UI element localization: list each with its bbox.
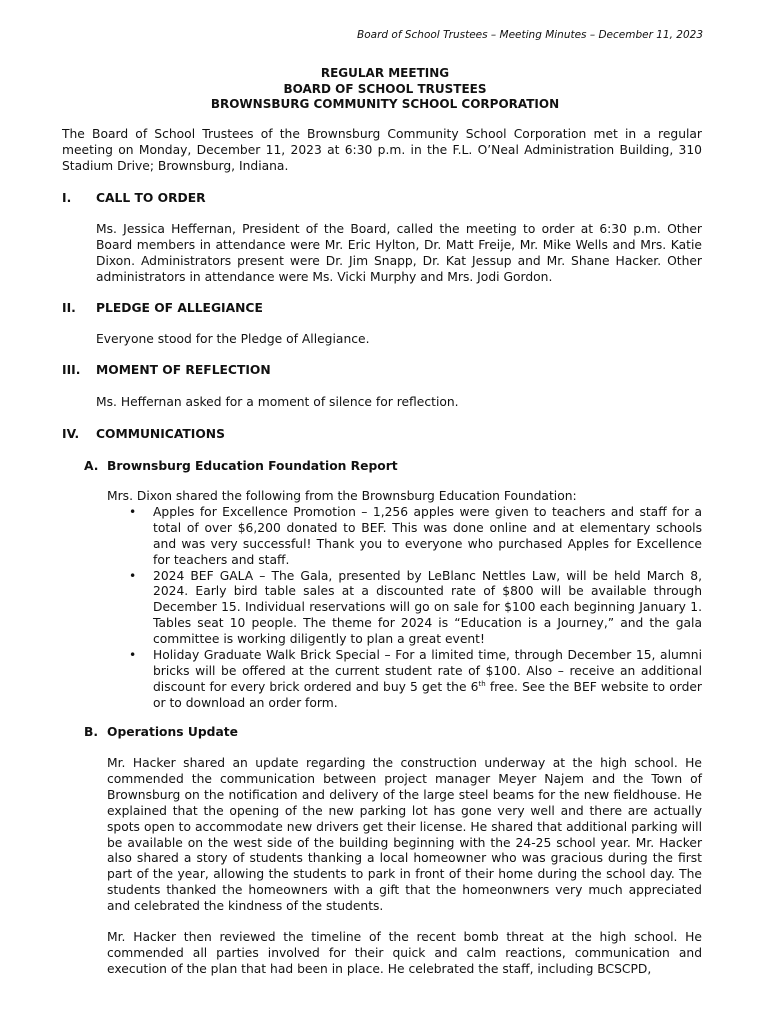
section-heading-communications xyxy=(62,426,225,442)
bef-report-body xyxy=(107,489,702,712)
section-number: I. xyxy=(62,191,72,205)
section-title: COMMUNICATIONS xyxy=(96,427,225,441)
title-line-1: REGULAR MEETING xyxy=(320,66,450,80)
operations-paragraph-2: Mr. Hacker then reviewed the timeline of the recent bomb threat at the high school. He commended all parties involved for their quick and calm reactions, communication and execution of the plan that had been in place. He celebrated the staff, including BCSCPD, xyxy=(107,930,702,976)
subsection-letter: A. xyxy=(84,459,99,473)
title-line-3: BROWNSBURG COMMUNITY SCHOOL CORPORATION xyxy=(210,97,560,111)
subsection-heading-operations xyxy=(84,724,238,740)
intro-paragraph: The Board of School Trustees of the Brownsburg Community School Corporation met in a regular meeting on Monday, December 11, 2023 at 6:30 p.m. in the F.L. O’Neal Administration Building, 310 Stadium Drive; Brownsburg, Indiana. xyxy=(62,127,702,173)
bullet-text xyxy=(153,648,702,710)
section-number: II. xyxy=(62,301,76,315)
list-item xyxy=(107,505,702,569)
running-header: Board of School Trustees – Meeting Minutes – December 11, 2023 xyxy=(357,29,703,41)
reflection-paragraph: Ms. Heffernan asked for a moment of silence for reflection. xyxy=(96,395,459,409)
section-number: IV. xyxy=(62,427,80,441)
subsection-heading-bef-report xyxy=(84,458,398,474)
bullet-text-part: Holiday Graduate Walk Brick Special – For a limited time, through December 15, alumni bricks will be offered at the current student rate of $100. Also – receive an additional discount for every brick ordered and buy 5 get the 6 xyxy=(153,648,702,694)
section-title: CALL TO ORDER xyxy=(96,191,206,205)
section-heading-call-to-order xyxy=(62,190,206,206)
bullet-text: 2024 BEF GALA – The Gala, presented by LeBlanc Nettles Law, will be held March 8, 2024. Early bird table sales at a discounted rate of $800 will be available through December 15. Individual reservations will go on sale for $100 each beginning January 1. Tables seat 10 people. The theme for 2024 is “Education is a Journey,” and the gala committee is working diligently to plan a great event! xyxy=(153,568,702,647)
subsection-title: Operations Update xyxy=(107,725,238,739)
bullet-icon: • xyxy=(129,568,137,583)
subsection-letter: B. xyxy=(84,725,99,739)
title-line-2: BOARD OF SCHOOL TRUSTEES xyxy=(283,81,487,96)
bef-bullet-list xyxy=(107,505,702,712)
call-to-order-paragraph: Ms. Jessica Heffernan, President of the Board, called the meeting to order at 6:30 p.m. Other Board members in attendance were Mr. Eric Hylton, Dr. Matt Freije, Mr. Mike Wells and Mrs. Katie Dixon. Administrators present were Dr. Jim Snapp, Dr. Kat Jessup and Mr. Shane Hacker. Other administrators in attendance were Ms. Vicki Murphy and Mrs. Jodi Gordon. xyxy=(96,222,702,284)
bullet-icon: • xyxy=(129,648,137,663)
ordinal-suffix: th xyxy=(478,679,486,688)
section-title: PLEDGE OF ALLEGIANCE xyxy=(96,301,263,315)
bullet-text: Apples for Excellence Promotion – 1,256 apples were given to teachers and staff for a total of over $6,200 donated to BEF. This was done online and at elementary schools and was very successful! Thank you to everyone who purchased Apples for Excellence for teachers and staff. xyxy=(153,504,702,567)
section-title: MOMENT OF REFLECTION xyxy=(96,363,271,377)
section-heading-pledge xyxy=(62,300,263,316)
bullet-icon: • xyxy=(129,504,137,519)
section-heading-reflection xyxy=(62,362,271,378)
bef-lead-sentence: Mrs. Dixon shared the following from the Brownsburg Education Foundation: xyxy=(107,489,577,503)
bullet-text-part: free. See the BEF website to order or to download an order form. xyxy=(153,679,702,710)
operations-paragraph-1: Mr. Hacker shared an update regarding the construction underway at the high school. He commended the communication between project manager Meyer Najem and the Town of Brownsburg on the notification and delivery of the large steel beams for the new fieldhouse. He explained that the opening of the new parking lot has gone very well and there are actually spots open to accommodate new drivers get their license. He shared that additional parking will be available on the west side of the building beginning with the 24-25 school year. Mr. Hacker also shared a story of students thanking a local homeowner who was gracious during the first part of the year, allowing the students to park in front of their home during the school day. The students thanked the homeowners with a gift that the homeonwners very much appreciated and celebrated the kindness of the students. xyxy=(107,756,702,914)
document-title xyxy=(0,66,770,113)
section-number: III. xyxy=(62,363,81,377)
pledge-paragraph: Everyone stood for the Pledge of Allegiance. xyxy=(96,332,370,346)
list-item xyxy=(107,569,702,649)
list-item xyxy=(107,648,702,712)
subsection-title: Brownsburg Education Foundation Report xyxy=(107,459,398,473)
